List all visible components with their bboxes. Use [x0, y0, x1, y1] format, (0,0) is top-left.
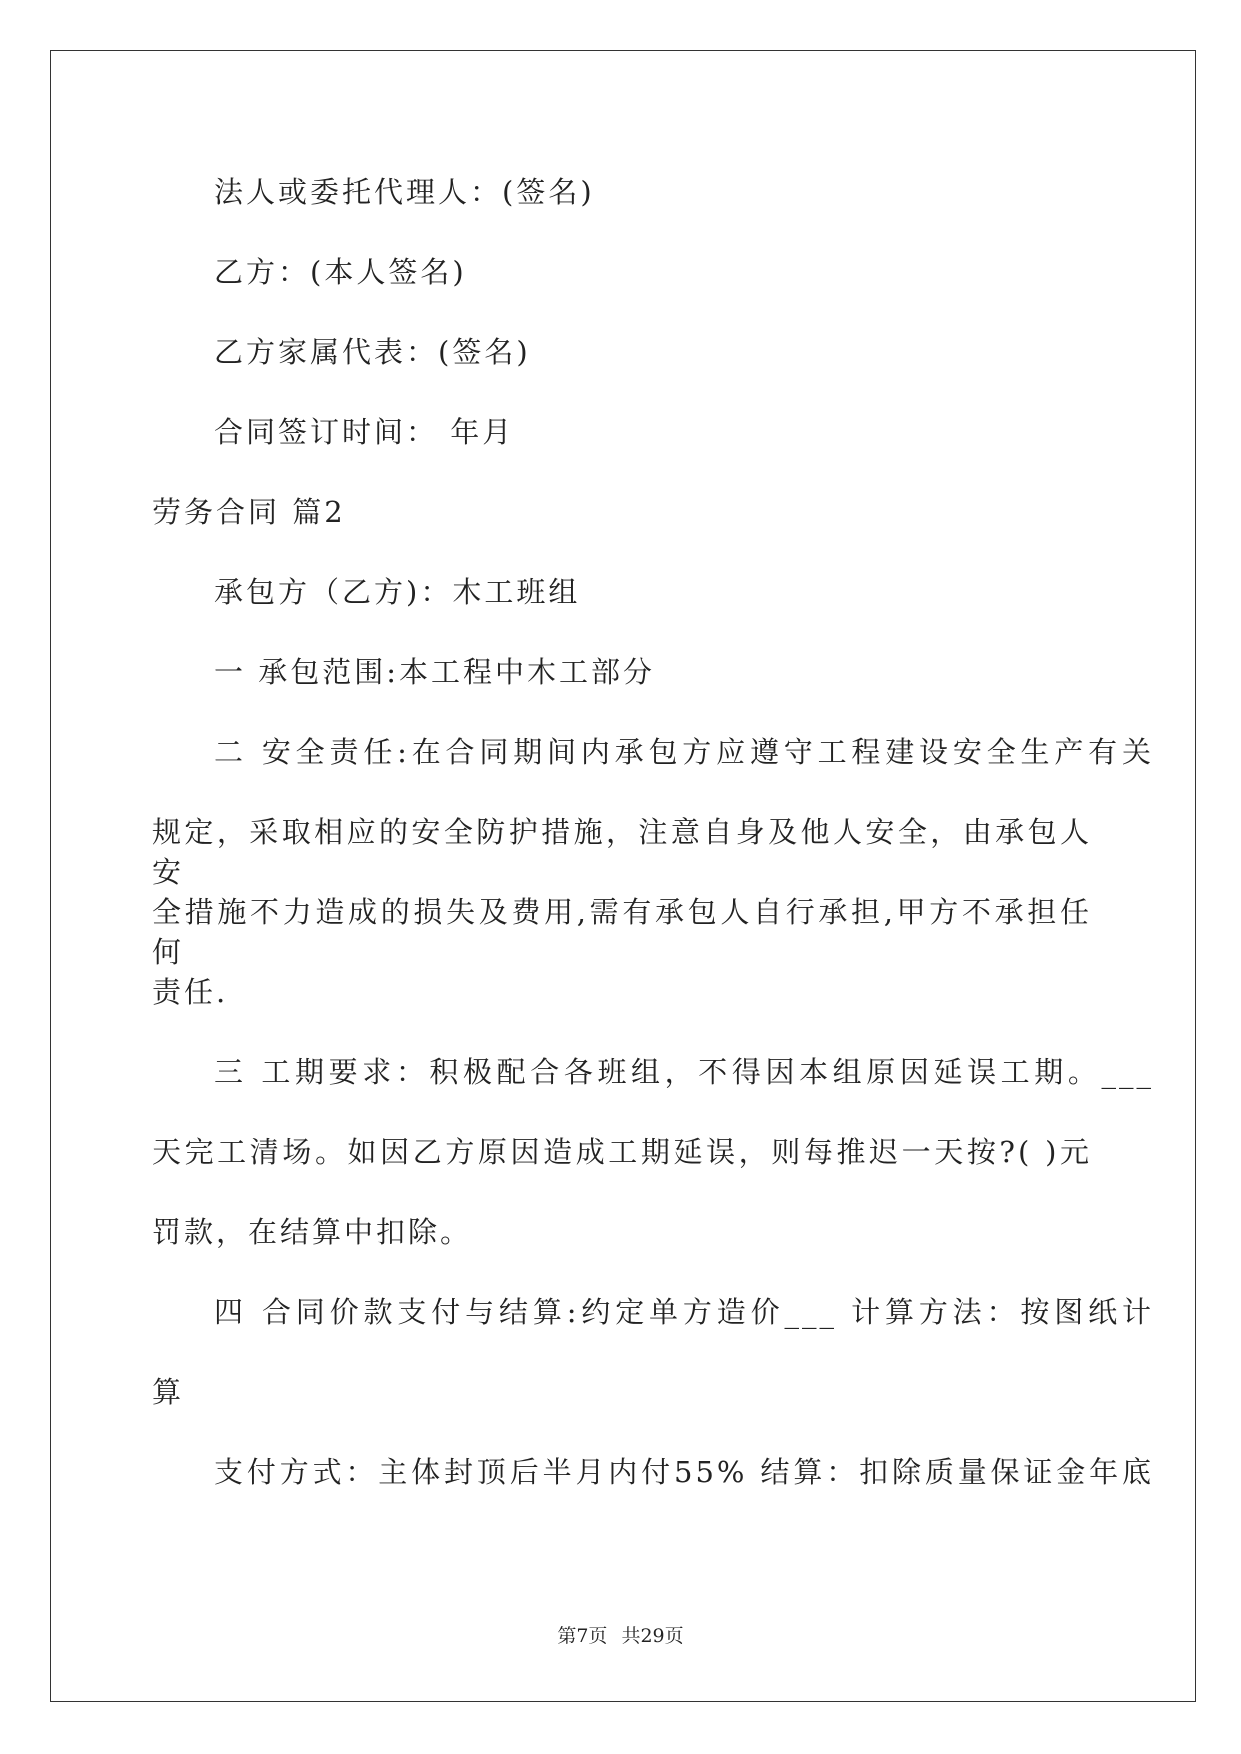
contract-date-line: 合同签订时间： 年月	[214, 415, 515, 449]
page-total: 共29页	[621, 1625, 684, 1647]
payment-method-line: 支付方式：主体封顶后半月内付55% 结算：扣除质量保证金年底	[214, 1455, 1154, 1489]
clause-safety-line-1: 二 安全责任:在合同期间内承包方应遵守工程建设安全生产有关	[214, 735, 1154, 769]
clause-schedule-line-1: 三 工期要求：积极配合各班组，不得因本组原因延误工期。___	[214, 1055, 1154, 1089]
signature-line-family-rep: 乙方家属代表：(签名)	[214, 335, 531, 369]
section-heading: 劳务合同 篇2	[152, 495, 346, 529]
clause-payment-line-2: 算	[152, 1375, 185, 1409]
clause-schedule-line-3: 罚款，在结算中扣除。	[152, 1215, 473, 1249]
signature-line-legal-rep: 法人或委托代理人：(签名)	[214, 175, 595, 209]
clause-safety-line-4: 责任.	[152, 975, 229, 1009]
page-footer	[0, 1624, 1241, 1648]
signature-line-party-b: 乙方：(本人签名)	[214, 255, 467, 289]
clause-scope: 一 承包范围:本工程中木工部分	[214, 655, 655, 689]
clause-payment-line-1: 四 合同价款支付与结算:约定单方造价___ 计算方法：按图纸计	[214, 1295, 1154, 1329]
page-number: 第7页	[557, 1625, 608, 1647]
clause-safety-line-3: 全措施不力造成的损失及费用,需有承包人自行承担,甲方不承担任何	[152, 895, 1092, 969]
clause-safety-line-2: 规定，采取相应的安全防护措施，注意自身及他人安全，由承包人安	[152, 815, 1092, 889]
contractor-line: 承包方（乙方)：木工班组	[214, 575, 581, 609]
clause-schedule-line-2: 天完工清场。如因乙方原因造成工期延误，则每推迟一天按?( )元	[152, 1135, 1092, 1169]
